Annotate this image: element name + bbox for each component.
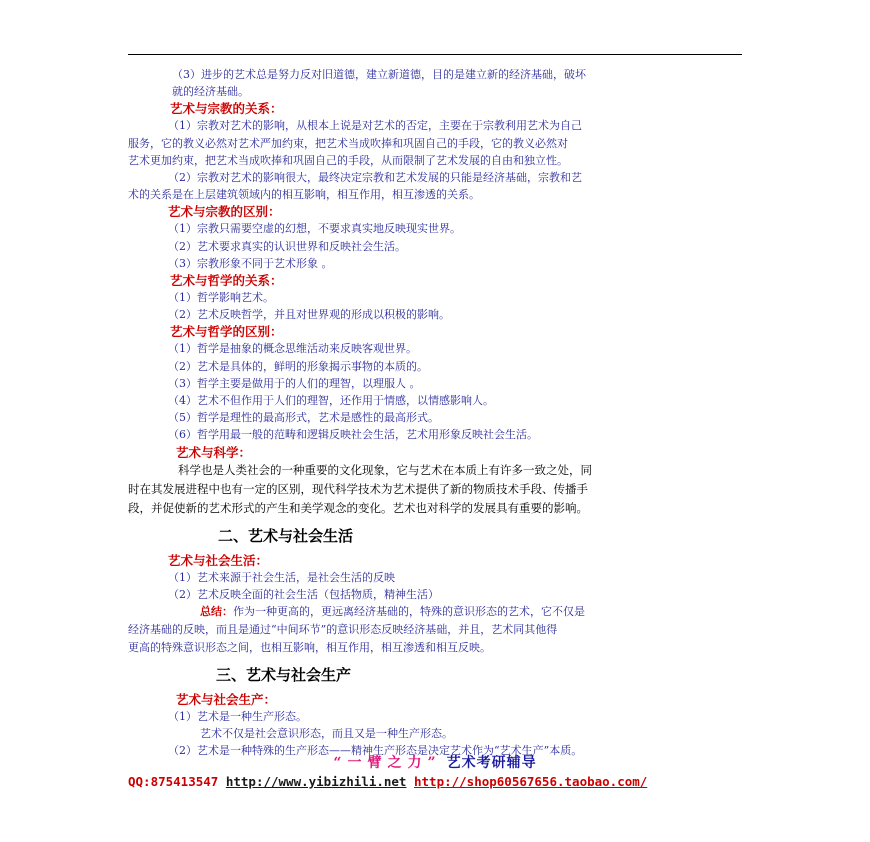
- list-item: （2）艺术要求真实的认识世界和反映社会生活。: [168, 239, 406, 253]
- qq-contact: QQ:875413547: [128, 774, 219, 789]
- brand-name: 艺术考研辅导: [446, 755, 537, 771]
- heading-art-philosophy-difference: 艺术与哲学的区别：: [170, 324, 283, 340]
- summary-line: 更高的特殊意识形态之间，也相互影响，相互作用，相互渗透和相互反映。: [128, 641, 491, 655]
- list-item: （1）哲学影响艺术。: [168, 291, 274, 305]
- list-item: （2）艺术反映全面的社会生活（包括物质，精神生活）: [168, 587, 439, 601]
- list-item: （1）艺术是一种生产形态。: [168, 710, 307, 724]
- summary-label: 总结：: [200, 605, 233, 619]
- list-item: （3）哲学主要是做用于的人们的理智，以理服人 。: [168, 376, 421, 390]
- heading-art-religion-relation: 艺术与宗教的关系：: [170, 101, 283, 117]
- text-line: （3）进步的艺术总是努力反对旧道德，建立新道德，目的是建立新的经济基础，破坏: [172, 68, 586, 81]
- paragraph-line: 段，并促使新的艺术形式的产生和美学观念的变化。艺术也对科学的发展具有重要的影响。: [128, 500, 588, 515]
- list-item: （5）哲学是理性的最高形式，艺术是感性的最高形式。: [168, 411, 439, 425]
- heading-art-science: 艺术与科学：: [176, 444, 252, 460]
- summary-text: 作为一种更高的，更远离经济基础的，特殊的意识形态的艺术，它不仅是: [233, 605, 585, 619]
- brand-slogan: “一臂之力”: [333, 755, 442, 771]
- text-line: 服务，它的教义必然对艺术严加约束，把艺术当成吹捧和巩固自己的手段，它的教义必然对: [128, 136, 568, 150]
- heading-art-philosophy-relation: 艺术与哲学的关系：: [170, 273, 283, 289]
- list-item: 艺术不仅是社会意识形态，而且又是一种生产形态。: [200, 727, 453, 741]
- summary-line: 经济基础的反映，而且是通过“中间环节”的意识形态反映经济基础，并且，艺术同其他得: [128, 623, 558, 637]
- heading-art-social-life: 艺术与社会生活：: [168, 552, 269, 568]
- list-item: （2）艺术是一种特殊的生产形态——精神生产形态是决定艺术作为“艺术生产”本质。: [168, 744, 583, 758]
- list-item: （1）艺术来源于社会生活，是社会生活的反映: [168, 570, 395, 584]
- heading-art-social-production: 艺术与社会生产：: [176, 692, 277, 708]
- summary-line: [128, 603, 742, 621]
- list-item: （1）哲学是抽象的概念思维活动来反映客观世界。: [168, 342, 417, 356]
- footer-links: [128, 774, 742, 789]
- list-item: （2）艺术反映哲学，并且对世界观的形成以积极的影响。: [168, 308, 450, 322]
- list-item: （6）哲学用最一般的范畴和逻辑反映社会生活，艺术用形象反映社会生活。: [168, 428, 538, 442]
- list-item: （2）艺术是具体的，鲜明的形象揭示事物的本质的。: [168, 359, 428, 373]
- text-line: （2）宗教对艺术的影响很大，最终决定宗教和艺术发展的只能是经济基础，宗教和艺: [168, 171, 582, 185]
- website-link[interactable]: http://www.yibizhili.net: [225, 774, 407, 789]
- text-line: （1）宗教对艺术的影响，从根本上说是对艺术的否定，主要在于宗教利用艺术为自己: [168, 119, 582, 133]
- text-line: 就的经济基础。: [172, 85, 249, 99]
- section-title-3: 三、艺术与社会生产: [216, 666, 352, 685]
- text-line: 术的关系是在上层建筑领域内的相互影响，相互作用，相互渗透的关系。: [128, 188, 480, 202]
- list-item: （1）宗教只需要空虚的幻想，不要求真实地反映现实世界。: [168, 222, 461, 236]
- list-item: （3）宗教形象不同于艺术形象 。: [168, 256, 333, 270]
- paragraph-line: 科学也是人类社会的一种重要的文化现象，它与艺术在本质上有许多一致之处，同: [178, 462, 592, 477]
- paragraph-line: 时在其发展进程中也有一定的区别，现代科学技术为艺术提供了新的物质技术手段、传播手: [128, 481, 588, 496]
- heading-art-religion-difference: 艺术与宗教的区别：: [168, 204, 281, 220]
- header-rule: [128, 54, 742, 55]
- section-title-2: 二、艺术与社会生活: [218, 526, 354, 545]
- shop-link[interactable]: http://shop60567656.taobao.com/: [414, 774, 648, 789]
- list-item: （4）艺术不但作用于人们的理智，还作用于情感，以情感影响人。: [168, 394, 494, 408]
- document-page: [128, 66, 742, 760]
- footer-brand: [128, 752, 742, 772]
- text-line: 艺术更加约束，把艺术当成吹捧和巩固自己的手段，从而限制了艺术发展的自由和独立性。: [128, 153, 568, 167]
